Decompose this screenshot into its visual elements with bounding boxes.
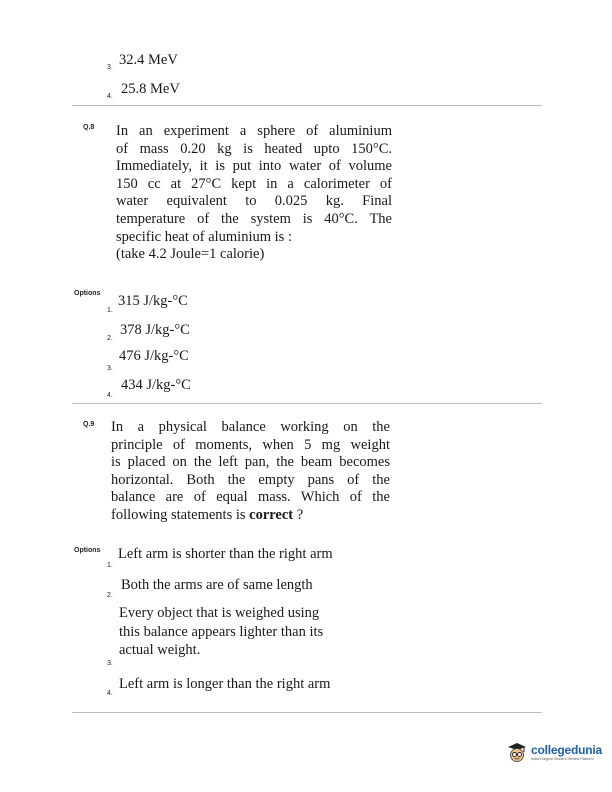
option-text: 476 J/kg-°C bbox=[119, 348, 189, 364]
question-line: 150 cc at 27°C kept in a calorimeter of bbox=[116, 175, 392, 192]
question-label: Q.8 bbox=[83, 124, 95, 131]
separator-rule bbox=[72, 712, 542, 713]
option-number: 3. bbox=[107, 660, 113, 667]
option-line: Every object that is weighed using bbox=[119, 605, 320, 621]
question-text bbox=[116, 123, 392, 264]
question-line: In an experiment a sphere of aluminium bbox=[116, 123, 392, 139]
question-line: Immediately, it is put into water of volume bbox=[116, 158, 392, 175]
option-line: actual weight. bbox=[119, 642, 201, 658]
question-line: principle of moments, when 5 mg weight bbox=[111, 436, 390, 453]
option-text: Left arm is shorter than the right arm bbox=[118, 546, 333, 562]
brand-name: collegedunia bbox=[531, 743, 602, 757]
option-text: Both the arms are of same length bbox=[121, 577, 313, 593]
option-number: 4. bbox=[107, 690, 113, 697]
option-number: 1. bbox=[107, 562, 113, 569]
question-line: balance are of equal mass. Which of the bbox=[111, 489, 390, 506]
mascot-icon bbox=[505, 740, 529, 764]
option-line: this balance appears lighter than its bbox=[119, 623, 324, 640]
option-number: 2. bbox=[107, 592, 113, 599]
question-line-end: ? bbox=[293, 506, 304, 523]
question-line: specific heat of aluminium is : bbox=[116, 228, 292, 245]
option-text: 378 J/kg-°C bbox=[120, 322, 190, 338]
option-text bbox=[119, 604, 323, 660]
option-number: 2. bbox=[107, 335, 113, 342]
options-label: Options bbox=[74, 290, 101, 297]
separator-rule bbox=[72, 105, 542, 106]
option-text: 25.8 MeV bbox=[121, 81, 180, 97]
question-label: Q.9 bbox=[83, 421, 95, 428]
option-number: 4. bbox=[107, 392, 113, 399]
question-line-text: following statements is bbox=[111, 506, 250, 523]
option-number: 4. bbox=[107, 93, 113, 100]
options-label: Options bbox=[74, 547, 101, 554]
question-line: is placed on the left pan, the beam becomes bbox=[111, 454, 390, 471]
option-number: 3. bbox=[107, 64, 113, 71]
option-text: 434 J/kg-°C bbox=[121, 377, 191, 393]
question-text bbox=[111, 419, 390, 525]
brand-tagline: India's largest Student Review Platform bbox=[531, 757, 594, 761]
question-line: water equivalent to 0.025 kg. Final bbox=[116, 193, 392, 210]
question-line: In a physical balance working on the bbox=[111, 419, 390, 435]
separator-rule bbox=[72, 403, 542, 404]
question-line: of mass 0.20 kg is heated upto 150°C. bbox=[116, 140, 392, 157]
brand-logo bbox=[505, 740, 610, 766]
option-number: 1. bbox=[107, 307, 113, 314]
option-text: 32.4 MeV bbox=[119, 52, 178, 68]
option-text: 315 J/kg-°C bbox=[118, 293, 188, 309]
question-line: temperature of the system is 40°C. The bbox=[116, 210, 392, 227]
emphasis-word: correct bbox=[249, 506, 294, 523]
option-text: Left arm is longer than the right arm bbox=[119, 676, 331, 692]
question-line: horizontal. Both the empty pans of the bbox=[111, 471, 390, 488]
option-number: 3. bbox=[107, 365, 113, 372]
question-line: (take 4.2 Joule=1 calorie) bbox=[116, 246, 265, 263]
question-line bbox=[111, 507, 390, 525]
